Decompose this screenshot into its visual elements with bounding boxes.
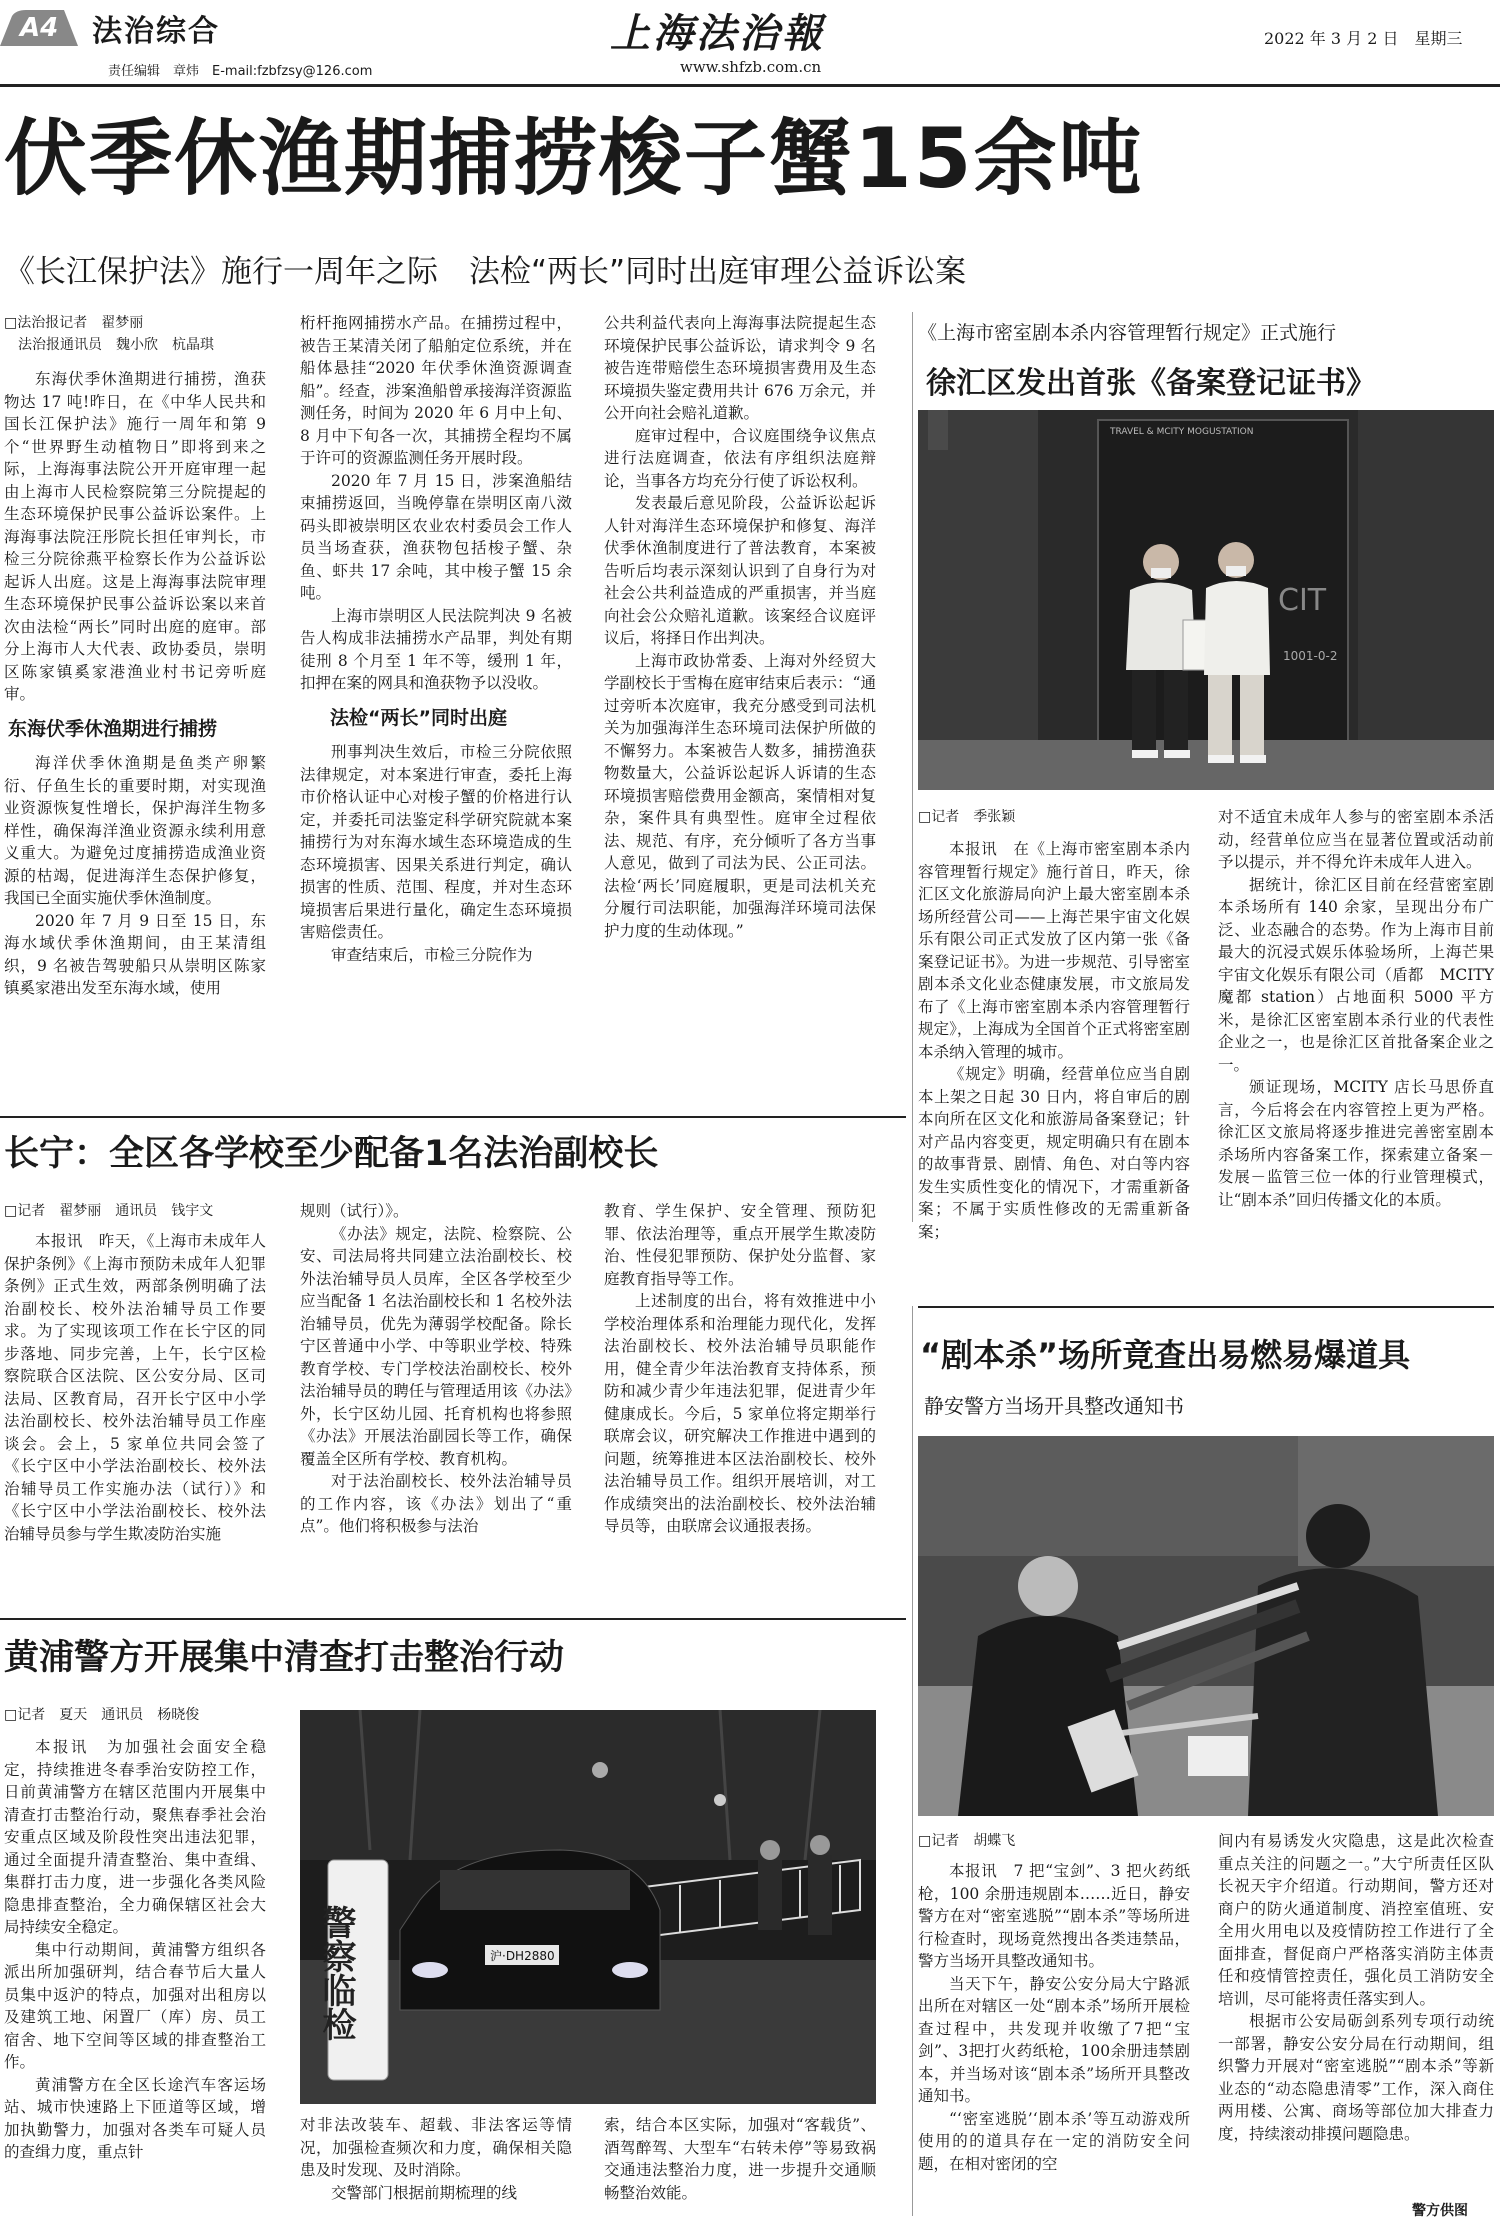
lead-subhead-2: 法检“两长”同时出庭: [330, 706, 507, 729]
section-rule: [918, 1306, 1494, 1308]
police-checkpoint-photo: [300, 1710, 876, 2104]
paper-url: www.shfzb.com.cn: [680, 58, 822, 76]
section-rule: [0, 1116, 906, 1118]
issue-date: 2022 年 3 月 2 日 星期三: [1264, 29, 1463, 48]
jubensha-column-1: [918, 1830, 1190, 2175]
paragraph: 庭审过程中，合议庭围绕争议焦点进行法庭调查，依法有序组织法庭辩论，当事各方均充分行使了诉讼权利。: [604, 426, 876, 490]
changning-column-2: [300, 1200, 572, 1538]
lead-deck: 《长江保护法》施行一周年之际 法检“两长”同时出庭审理公益诉讼案: [4, 254, 967, 290]
paragraph: 上述制度的出台，将有效推进中小学校治理体系和治理能力现代化，发挥法治副校长、校外法治辅导员职能作用，健全青少年法治教育支持体系，预防和减少青少年违法犯罪，促进青少年健康成长。今后，5 家单位将定期举行联席会议，研究解决工作推进中遇到的问题，统筹推进本区法治副校长、校外法治辅导员工作。组织开展培训，对工作成绩突出的法治副校长、校外法治辅导员等，由联席会议通报表扬。: [604, 1292, 876, 1535]
changning-column-1: [4, 1200, 266, 1545]
paragraph: 本报讯 在《上海市密室剧本杀内容管理暂行规定》施行首日，昨天，徐汇区文化旅游局向沪上最大密室剧本杀场所经营公司——上海芒果宇宙文化娱乐有限公司正式发放了区内第一张《备案登记证书》。为进一步规范、引导密室剧本杀文化业态健康发展，市文旅局发布了《上海市密室剧本杀内容管理暂行规定》，上海成为全国首个正式将密室剧本杀纳入管理的城市。: [918, 840, 1190, 1061]
paragraph: 本报讯 为加强社会面安全稳定，持续推进冬春季治安防控工作，日前黄浦警方在辖区范围内开展集中清查打击整治行动，聚焦春季社会治安重点区域及阶段性突出违法犯罪，通过全面提升清查整治、集中查缉、集群打击力度，进一步强化各类风险隐患排查整治，全力确保辖区社会大局持续安全稳定。: [4, 1738, 266, 1936]
lead-headline: 伏季休渔期捕捞梭子蟹15余吨: [4, 110, 1144, 207]
escape-column-1: [918, 806, 1190, 1243]
confiscated-props-photo: [918, 1436, 1494, 1816]
page-tab: [0, 10, 82, 46]
escape-room-photo-graphic: [918, 410, 1494, 790]
paragraph: 根据市公安局砺剑系列专项行动统一部署，静安公安分局在行动期间，组织警力开展对“密室逃脱”“剧本杀”等新业态的“动态隐患清零”工作，深入商住两用楼、公寓、商场等部位加大排查力度，持续滚动排摸问题隐患。: [1218, 2012, 1494, 2143]
jubensha-headline: “剧本杀”场所竟查出易燃易爆道具: [920, 1336, 1411, 1374]
paragraph: 黄浦警方在全区长途汽车客运场站、城市快速路上下匝道等区域，增加执勤警力，加强对各类车可疑人员的查缉力度，重点针: [4, 2075, 266, 2161]
police-sign-text: 警察临检: [316, 1905, 356, 2041]
huangpu-column-2: [300, 2114, 572, 2204]
section-rule: [0, 1618, 906, 1620]
huangpu-column-1: [4, 1704, 266, 2164]
paragraph: 桁杆拖网捕捞水产品。在捕捞过程中，被告王某清关闭了船舶定位系统，并在船体悬挂“2020 年伏季休渔资源调查船”。经查，涉案渔船曾承接海洋资源监测任务，时间为 2020 年 6 月中上旬、8 月中下旬各一次，其捕捞全程均不属于许可的资源监测任务开展时段。: [300, 314, 572, 467]
paragraph: 发表最后意见阶段，公益诉讼起诉人针对海洋生态环境保护和修复、海洋伏季休渔制度进行了普法教育，本案被告听后均表示深刻认识到了自身行为对社会公共利益造成的严重损害，并当庭向社会公众赔礼道歉。该案经合议庭评议后，将择日作出判决。: [604, 494, 876, 647]
editor-line: 责任编辑 章炜 E-mail:fzbfzsy@126.com: [108, 64, 373, 79]
paragraph: 本报讯 7 把“宝剑”、3 把火药纸枪，100 余册违规剧本……近日，静安警方在对“密室逃脱”“剧本杀”等场所进行检查时，现场竟然搜出各类违禁品，警方当场开具整改通知书。: [918, 1862, 1190, 1970]
paragraph: 海洋伏季休渔期是鱼类产卵繁衍、仔鱼生长的重要时期，对实现渔业资源恢复性增长，保护海洋生物多样性，确保海洋渔业资源永续利用意义重大。为避免过度捕捞造成渔业资源的枯竭，促进海洋生态保护修复，我国已全面实施伏季休渔制度。: [4, 754, 266, 907]
paragraph: “‘密室逃脱’‘剧本杀’等互动游戏所使用的的道具存在一定的消防安全问题，在相对密闭的空: [918, 2109, 1190, 2173]
photo-sign-3: CIT: [1278, 583, 1327, 618]
changning-byline: □记者 翟梦丽 通讯员 钱宇文: [4, 1203, 214, 1219]
page-label: A4: [20, 13, 59, 43]
paragraph: 间内有易诱发火灾隐患，这是此次检查重点关注的问题之一。”大宁所责任区队长祝天宇介绍道。行动期间，警方还对商户的防火通道制度、消控室值班、安全用火用电以及疫情防控工作进行了全面排查，督促商户严格落实消防主体责任和疫情管控责任，强化员工消防安全培训，尽可能将责任落实到人。: [1218, 1832, 1494, 2008]
paragraph: 公共利益代表向上海海事法院提起生态环境保护民事公益诉讼，请求判令 9 名被告连带赔偿生态环境损害费用及生态环境损失鉴定费用共计 676 万余元，并公开向社会赔礼道歉。: [604, 314, 876, 422]
lead-column-3: [604, 312, 876, 942]
huangpu-headline: 黄浦警方开展集中清查打击整治行动: [4, 1638, 565, 1678]
lead-byline-1: □法治报记者 翟梦丽: [4, 315, 144, 331]
paragraph: 颁证现场，MCITY 店长马思侨直言，今后将会在内容管控上更为严格。徐汇区文旅局将逐步推进完善密室剧本杀场所内容备案工作，探索建立备案－发展－监管三位一体的行业管理模式，让“剧本杀”回归传播文化的本质。: [1218, 1078, 1494, 1209]
huangpu-byline: □记者 夏天 通讯员 杨晓俊: [4, 1707, 200, 1723]
license-plate: 沪·DH2880: [490, 1949, 555, 1963]
paragraph: 集中行动期间，黄浦警方组织各派出所加强研判，结合春节后大量人员集中返沪的特点，加强对出租房以及建筑工地、闲置厂（库）房、员工宿舍、地下空间等区域的排查整治工作。: [4, 1940, 266, 2071]
paragraph: 据统计，徐汇区目前在经营密室剧本杀场所有 140 余家，呈现出分布广泛、业态融合的态势。作为上海市目前最大的沉浸式娱乐体验场所，上海芒果宇宙文化娱乐有限公司（盾都 MCITY 魔都 station）占地面积 5000 平方米，是徐汇区密室剧本杀行业的代表性企业之一，也是徐汇区首批备案企业之一。: [1218, 875, 1494, 1074]
column-divider: [912, 312, 913, 1222]
paragraph: 规则（试行）》。: [300, 1202, 409, 1220]
photo-sign-1: TRAVEL & MCITY MOGUSTATION: [1110, 427, 1254, 437]
paragraph: 《规定》明确，经营单位应当自剧本上架之日起 30 日内，将自审后的剧本向所在区文化和旅游局备案登记；针对产品内容变更，规定明确只有在剧本的故事背景、剧情、角色、对白等内容发生实质性变化的情况下，才需重新备案；不属于实质性修改的无需重新备案；: [918, 1065, 1190, 1241]
column-divider: [912, 1306, 913, 2216]
photo-sign-2: 1001-0-2: [1283, 649, 1338, 663]
confiscated-props-photo-graphic: [918, 1436, 1494, 1816]
paper-name: 上海法治報: [610, 10, 825, 57]
paragraph: 对于法治副校长、校外法治辅导员的工作内容，该《办法》划出了“重点”。他们将积极参与法治: [300, 1472, 572, 1535]
escape-column-2: [1218, 806, 1494, 1211]
escape-headline: 徐汇区发出首张《备案登记证书》: [926, 366, 1376, 401]
paragraph: 索，结合本区实际，加强对“客载货”、酒驾醉驾、大型车“右转未停”等易致祸交通违法整治力度，进一步提升交通顺畅整治效能。: [604, 2116, 876, 2202]
paragraph: 2020 年 7 月 9 日至 15 日，东海水域伏季休渔期间，由王某清组织，9 名被告驾驶船只从崇明区陈家镇奚家港出发至东海水域，使用: [4, 911, 266, 997]
police-checkpoint-photo-graphic: [300, 1710, 876, 2104]
lead-column-1: [4, 312, 266, 1000]
changning-headline: 长宁：全区各学校至少配备1名法治副校长: [4, 1134, 659, 1174]
paragraph: 本报讯 昨天，《上海市未成年人保护条例》《上海市预防未成年人犯罪条例》正式生效，两部条例明确了法治副校长、校外法治辅导员工作要求。为了实现该项工作在长宁区的同步落地、同步完善，上午，长宁区检察院联合区法院、区公安分局、区司法局、区教育局，召开长宁区中小学法治副校长、校外法治辅导员工作座谈会。会上，5 家单位共同会签了《长宁区中小学法治副校长、校外法治辅导员工作实施办法（试行）》和《长宁区中小学法治副校长、校外法治辅导员参与学生欺凌防治实施: [4, 1232, 266, 1543]
paragraph: 上海市崇明区人民法院判决 9 名被告人构成非法捕捞水产品罪，判处有期徒刑 8 个月至 1 年不等，缓刑 1 年，扣押在案的网具和渔获物予以没收。: [300, 606, 572, 692]
paragraph: 2020 年 7 月 15 日，涉案渔船结束捕捞返回，当晚停靠在崇明区南八滧码头即被崇明区农业农村委员会工作人员当场查获，渔获物包括梭子蟹、杂鱼、虾共 17 余吨，其中梭子蟹 15 余吨。: [300, 471, 572, 602]
escape-byline: □记者 季张颖: [918, 809, 1016, 825]
escape-kicker: 《上海市密室剧本杀内容管理暂行规定》正式施行: [918, 322, 1337, 344]
paragraph: 东海伏季休渔期进行捕捞，渔获物达 17 吨!昨日，在《中华人民共和国长江保护法》施行一周年和第 9 个“世界野生动植物日”即将到来之际，上海海事法院公开开庭审理一起由上海市人民检察院第三分院提起的生态环境保护民事公益诉讼案件。上海海事法院汪彤院长担任审判长，市检三分院徐燕平检察长作为公益诉讼起诉人出庭。这是上海海事法院审理生态环境保护民事公益诉讼案以来首次由法检“两长”同时出庭的庭审。部分上海市人大代表、政协委员，崇明区陈家镇奚家港渔业村书记旁听庭审。: [4, 370, 266, 703]
paragraph: 审查结束后，市检三分院作为: [331, 945, 533, 964]
paragraph: 刑事判决生效后，市检三分院依照法律规定，对本案进行审查，委托上海市价格认证中心对梭子蟹的价格进行认定，并委托司法鉴定科学研究院就本案捕捞行为对东海水域生态环境造成的生态环境损害、因果关系进行判定，确认损害的性质、范围、程度，并对生态环境损害后果进行量化，确定生态环境损害赔偿责任。: [300, 743, 572, 941]
paragraph: 《办法》规定，法院、检察院、公安、司法局将共同建立法治副校长、校外法治辅导员人员库，全区各学校至少应当配备 1 名法治副校长和 1 名校外法治辅导员，优先为薄弱学校配备。除长宁区普通中小学、中等职业学校、特殊教育学校、专门学校法治副校长、校外法治辅导员的聘任与管理适用该《办法》外，长宁区幼儿园、托育机构也将参照《办法》开展法治副园长等工作，确保覆盖全区所有学校、教育机构。: [300, 1224, 572, 1468]
lead-subhead-1: 东海伏季休渔期进行捕捞: [8, 717, 218, 740]
paragraph: 当天下午，静安公安分局大宁路派出所在对辖区一处“剧本杀”场所开展检查过程中，共发现并收缴了7把“宝剑”、3把打火药纸枪，100余册违禁剧本，并当场对该“剧本杀”场所开具整改通知书。: [918, 1974, 1190, 2105]
lead-byline-2: 法治报通讯员 魏小欣 杭晶琪: [4, 337, 214, 353]
masthead-rule: [0, 84, 1500, 87]
escape-room-photo: [918, 410, 1494, 790]
jubensha-byline: □记者 胡蝶飞: [918, 1833, 1016, 1849]
jubensha-deck: 静安警方当场开具整改通知书: [924, 1394, 1184, 1418]
lead-column-2: [300, 312, 572, 966]
paragraph: 对非法改装车、超载、非法客运等情况，加强检查频次和力度，确保相关隐患及时发现、及时消除。: [300, 2116, 572, 2179]
paragraph: 上海市政协常委、上海对外经贸大学副校长于雪梅在庭审结束后表示：“通过旁听本次庭审，我充分感受到司法机关为加强海洋生态环境司法保护所做的不懈努力。本案被告人数多，捕捞渔获物数量大，公益诉讼起诉人诉请的生态环境损害赔偿费用金额高，案情相对复杂，案件具有典型性。庭审全过程依法、规范、有序，充分倾听了各方当事人意见，做到了司法为民、公正司法。法检‘两长’同庭履职，更是司法机关充分履行司法职能，加强海洋环境司法保护力度的生动体现。”: [604, 651, 876, 940]
section-title: 法治综合: [92, 14, 220, 49]
changning-column-3: [604, 1200, 876, 1538]
paragraph: 教育、学生保护、安全管理、预防犯罪、依法治理等，重点开展学生欺凌防治、性侵犯罪预防、保护处分监督、家庭教育指导等工作。: [604, 1202, 876, 1288]
photo-credit: 警方供图: [1412, 2203, 1468, 2219]
paragraph: 交警部门根据前期梳理的线: [331, 2183, 518, 2202]
jubensha-column-2: [1218, 1830, 1494, 2145]
huangpu-column-3: [604, 2114, 876, 2204]
paragraph: 对不适宜未成年人参与的密室剧本杀活动，经营单位应当在显著位置或活动前予以提示，并不得允许未成年人进入。: [1218, 808, 1494, 871]
